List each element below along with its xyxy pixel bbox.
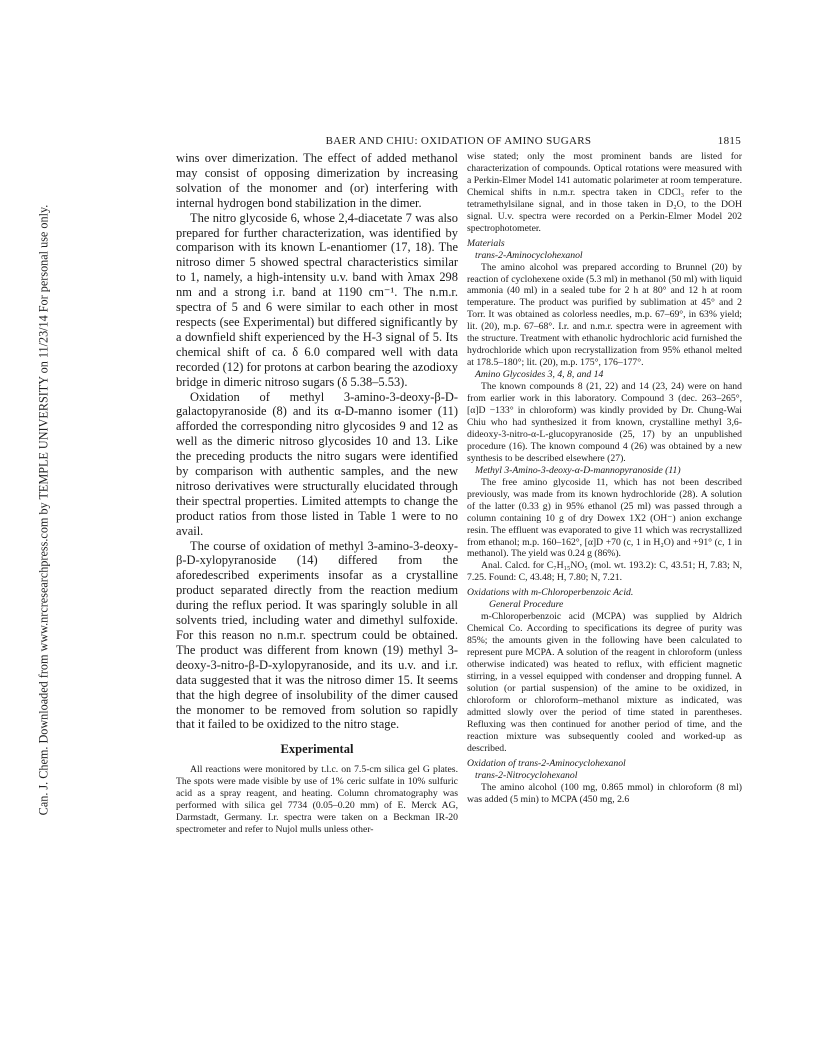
paragraph: m-Chloroperbenzoic acid (MCPA) was supplied by Aldrich Chemical Co. According to specifications its degree of purity was 85%; the amounts given in the following have been calculated to represent pure MCPA. A solution of the reagent in chloroform (unless otherwise indicated) was heated to reflux, with efficient magnetic stirring, in a vessel equipped with condenser and dropping funnel. A solution (or partial suspension) of the amine to be oxidized, in chloroform or chloroform–methanol mixture as indicated, was admitted slowly over the period of time stated in parentheses. Refluxing was then continued for another period of time, and the reaction mixture was subsequently cooled and worked-up as described. [467,611,742,754]
section-heading-experimental: Experimental [280,742,354,757]
paragraph: wins over dimerization. The effect of added methanol may consist of opposing dimerization by increasing solvation of the monomer and (or) interfering with internal hydrogen bond stabilization in the dimer. [176,151,458,210]
subsection-heading: Amino Glycosides 3, 4, 8, and 14 [475,369,604,381]
subsection-heading: trans-2-Aminocyclohexanol [475,249,583,261]
download-watermark [14,180,74,840]
page-header [176,135,741,151]
running-head: BAER AND CHIU: OXIDATION OF AMINO SUGARS [325,135,592,147]
subsection-heading: trans-2-Nitrocyclohexanol [475,769,578,781]
paragraph: Anal. Calcd. for C₇H₁₅NO₅ (mol. wt. 193.2): C, 43.51; H, 7.83; N, 7.25. Found: C, 43.48; H, 7.80; N, 7.21. [467,560,742,584]
subsection-heading: Methyl 3-Amino-3-deoxy-α-D-mannopyranoside (11) [475,464,681,476]
paragraph: Oxidation of methyl 3-amino-3-deoxy-β-D-galactopyranoside (8) and its α-D-manno isomer (11) afforded the corresponding nitro glycosides 9 and 12 as well as the dimeric nitroso glycosides 10 and 13. Like the preceding products the nitro sugars were identified by comparison with authentic samples, and the new nitroso derivatives were structurally elucidated through their spectral properties. Limited attempts to change the product ratios from those listed in Table 1 were to no avail. [176,389,458,538]
left-column [176,151,458,836]
paragraph: All reactions were monitored by t.l.c. on 7.5-cm silica gel G plates. The spots were made visible by use of 1% ceric sulfate in 10% sulfuric acid as a spray reagent, and heating. Column chromatography was performed with silica gel 7734 (0.05–0.20 mm) of E. Merck AG, Darmstadt, Germany. I.r. spectra were taken on a Beckman IR-20 spectrometer and refer to Nujol mulls unless other- [176,764,458,836]
right-column [467,151,742,805]
paragraph: The amino alcohol (100 mg, 0.865 mmol) in chloroform (8 ml) was added (5 min) to MCPA (450 mg, 2.6 [467,781,742,805]
paragraph: The free amino glycoside 11, which has not been described previously, was made from its known hydrochloride (28). A solution of the latter (0.33 g) in 95% ethanol (25 ml) was passed through a column containing 10 g of dry Dowex 1X2 (OH⁻) anion exchange resin. The effluent was evaporated to give 11 which was recrystallized from ethanol; m.p. 160–162°, [α]D +70 (c, 1 in H₂O) and +91° (c, 1 in methanol). The yield was 0.24 g (86%). [467,476,742,560]
page-number: 1815 [717,135,741,147]
paragraph: The known compounds 8 (21, 22) and 14 (23, 24) were on hand from earlier work in this laboratory. Compound 3 (dec. 263–265°, [α]D −133° in chloroform) was kindly provided by Dr. Chung-Wai Chiu who had synthesized it from known, crystalline methyl 3,6-dideoxy-3-nitro-α-L-glucopyranoside (25, 17) by an unpublished procedure (16). The known compound 4 (26) was obtained by a new synthesis to be described elsewhere (27). [467,381,742,464]
paragraph: The nitro glycoside 6, whose 2,4-diacetate 7 was also prepared for further characterization, was identified by comparison with its known L-enantiomer (17, 18). The nitroso dimer 5 showed spectral characteristics similar to 1, namely, a high-intensity u.v. band with λmax 298 nm and a strong i.r. band at 1190 cm⁻¹. The n.m.r. spectra of 5 and 6 were similar to each other in most respects (see Experimental) but differed significantly by a downfield shift experienced by the H-3 signal of 5. Its chemical shift of ca. δ 6.0 compared well with data recorded (12) for protons at carbon bearing the azodioxy bridge in dimeric nitroso sugars (δ 5.38–5.53). [176,210,458,389]
subsection-heading: General Procedure [489,599,564,611]
paragraph: The course of oxidation of methyl 3-amino-3-deoxy-β-D-xylopyranoside (14) differed from the aforedescribed experiments insofar as a crystalline product separated directly from the reaction medium during the reflux period. It was sparingly soluble in all solvents tried, including water and dimethyl sulfoxide. For this reason no n.m.r. spectrum could be obtained. The product was different from known (19) methyl 3-deoxy-3-nitro-β-D-xylopyranoside, and its u.v. and i.r. data suggested that it was the nitroso dimer 15. It seems that the high degree of insolubility of the dimer caused the monomer to be removed from solution so rapidly that it failed to be oxidized to the nitro stage. [176,538,458,732]
subsection-heading: Oxidation of trans-2-Aminocyclohexanol [467,757,626,769]
paragraph: The amino alcohol was prepared according to Brunnel (20) by reaction of cyclohexene oxide (5.3 ml) in methanol (50 ml) with liquid ammonia (40 ml) in a sealed tube for 2 h at 80° and 12 h at room temperature. The product was purified by sublimation at 45° and 2 Torr. It was obtained as colorless needles, m.p. 67–69°, in 63% yield; lit. (20), m.p. 67–68°. I.r. and n.m.r. spectra were in agreement with the structure. Treatment with ethanolic hydrochloric acid furnished the hydrochloride which upon recrystallization from 95% ethanol melted at 178.5–180°; lit. (20), m.p. 175°, 176–177°. [467,261,742,369]
paragraph: wise stated; only the most prominent bands are listed for characterization of compounds. Optical rotations were measured with a Perkin-Elmer Model 141 automatic polarimeter at room temperature. Chemical shifts in n.m.r. spectra taken in CDCl₃ refer to the tetramethylsilane signal, and in those taken in D₂O, to the DOH signal. U.v. spectra were recorded on a Perkin-Elmer Model 202 spectrophotometer. [467,151,742,234]
subsection-heading: Oxidations with m-Chloroperbenzoic Acid. [467,587,634,599]
download-watermark-text: Can. J. Chem. Downloaded from www.nrcresearchpress.com by TEMPLE UNIVERSITY on 11/23/14 For personal use only. [36,204,51,816]
subsection-heading: Materials [467,237,505,249]
